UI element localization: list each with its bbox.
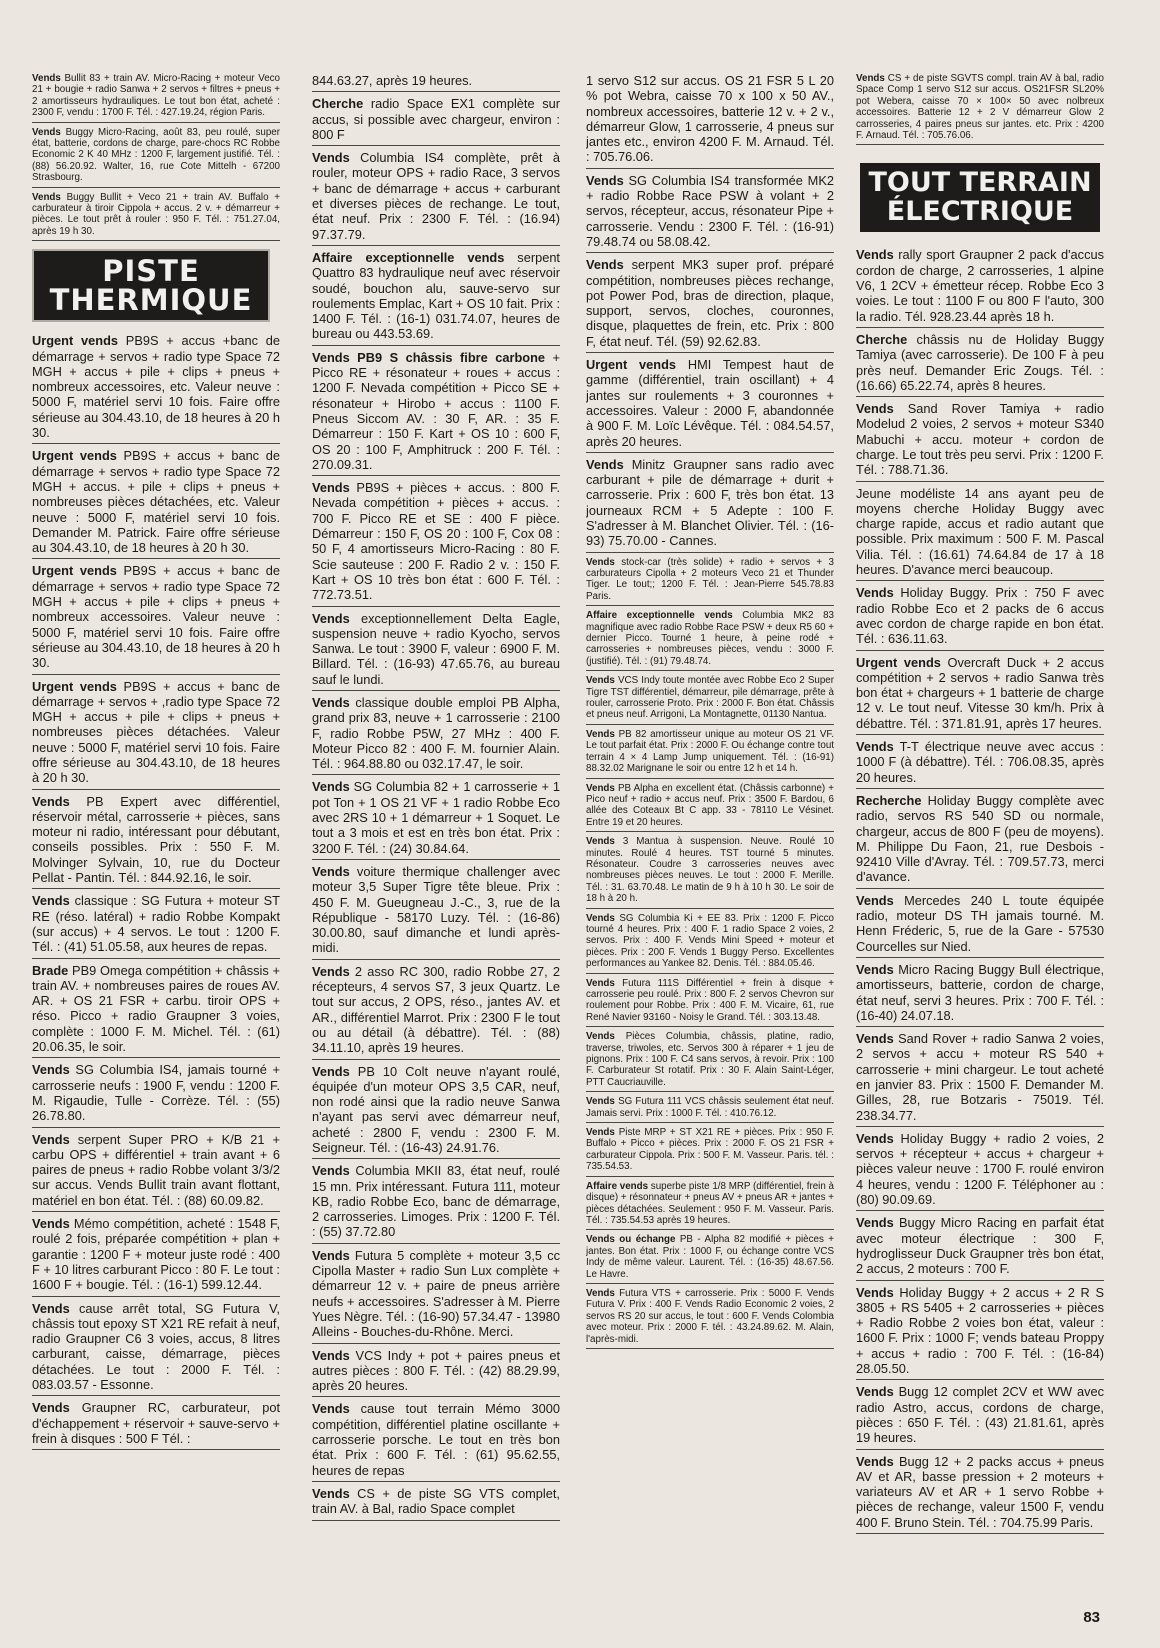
- classified-ad: [32, 332, 280, 444]
- classified-ad: [586, 556, 834, 607]
- ad-lead: Vends: [32, 1400, 70, 1416]
- classified-ad: [32, 962, 280, 1059]
- classified-ad: [312, 1247, 560, 1344]
- ad-text: Bugg 12 + 2 packs accus + pneus AV et AR, basse pression + 2 moteurs + variateurs AV et AR + 1 servo Robbe + pièces de rechange, valeur 1500 F, vendu 400 F. Bruno Stein. Tél. : 704.75.99 Paris.: [856, 1453, 1104, 1530]
- ad-lead: Affaire exceptionnelle vends: [312, 249, 505, 265]
- ad-text: exceptionnellement Delta Eagle, suspension neuve + radio Kyocho, servos Sanwa. Le tout : 3900 F, valeur : 6900 F. M. Billard. Tél. : (16-93) 47.65.76, au bureau sauf le lundi.: [312, 610, 560, 687]
- ad-text: 3 Mantua à suspension. Neuve. Roulé 10 minutes. Roulé 4 heures. TST tourné 5 minutes. Résonateur. Coudre 3 carrosseries neuves avec nombreuses pièces neuves. Le tout : 2000 F. Merille. Tél. : 31. 63.70.48. Le matin de 9 h à 10 h 30. Le soir de 18 h à 20 h.: [586, 836, 834, 905]
- ad-text: Holiday Buggy + 2 accus + 2 R S 3805 + RS 5405 + 2 carrosseries + pièces + Radio Robbe 2 voies bon état, valeur : 1600 F. Prix : 1000 F; vends bateau Proppy + accus + radio : 700 F. Tél. : (16-84) 28.05.50.: [856, 1284, 1104, 1377]
- classified-ad: [586, 456, 834, 553]
- ad-lead: Vends: [856, 1031, 894, 1047]
- classified-ad: [312, 249, 560, 346]
- classified-ad: [586, 1233, 834, 1284]
- classified-ad: [312, 1400, 560, 1481]
- ad-text: VCS Indy toute montée avec Robbe Eco 2 Super Tigre TST différentiel, démarreur, pile démarrage, prête à rouler, carrosserie Proto. Prix : 2000 F. Bon état. Châssis et pneus neuf. Arrigoni, La Montagnette, 01130 Nantua.: [586, 675, 834, 721]
- classified-ad: [856, 1030, 1104, 1127]
- ad-text: Columbia MKII 83, état neuf, roulé 15 mn. Prix intéressant. Futura 111, moteur KB, radio Robbe Eco, banc de démarrage, 2 carrosseries. Limoges. Prix : 1200 F. Tél. : (55) 37.72.80: [312, 1163, 560, 1240]
- ad-lead: Urgent vends: [32, 448, 117, 464]
- classified-ad: [32, 126, 280, 188]
- classified-ad: [312, 1162, 560, 1243]
- ad-text: CS + de piste SGVTS compl. train AV à bal, radio Space Comp 1 servo S12 sur accus. OS21FSR SL20% pot Webera, caisse 70 × 100× 50 avec nolbreux accessoires. Batterie 12 + 2 V démarreur Glow 2 carrosseries, 4 paires pneus sur jantes. etc. Prix : 4200 F. Arnaud. Tél. : 705.76.06.: [856, 73, 1104, 142]
- ad-text: PB9 Omega compétition + châssis + train AV. + nombreuses paires de roues AV. AR. + OS 21 FSR + carbu. tiroir OPS + réso. Picco + radio Graupner 3 voies, complète : 1000 F. M. Michel. Tél. : (61) 20.06.35, le soir.: [32, 962, 280, 1055]
- column-3: [586, 72, 834, 1594]
- ad-text: Buggy Micro Racing en parfait état avec moteur électrique : 300 F, hydroglisseur Duck Graupner très bon état, 2 accus, 2 moteurs : 700 F.: [856, 1215, 1104, 1277]
- banner-line: THERMIQUE: [49, 283, 253, 318]
- ad-text: Buggy Micro-Racing, août 83, peu roulé, super état, batterie, cordons de charge, pare-chocs RC Robbe Economic 2 K 40 MHz : 1200 F, largement justifié. Tél. : (88) 56.20.92. Walter, 16, rue Cote Mittelh - 67200 Strasbourg.: [32, 126, 280, 184]
- ad-lead: Vends: [856, 1384, 894, 1400]
- classified-ad: [32, 793, 280, 890]
- ad-text: Mercedes 240 L toute équipée radio, moteur DS TH jamais tourné. M. Henn Fréderic, 5, rue de la Gare - 57530 Courcelles sur Nied.: [856, 892, 1104, 954]
- classified-ad: [856, 331, 1104, 397]
- ad-text: Futura 5 complète + moteur 3,5 cc Cipolla Master + radio Sun Lux complète + démarreur 12 v. + paire de pneus arrière neufs + accessoires. S'adresser à M. Pierre Yues Nègre. Tél. : (16-90) 57.34.47 - 13980 Alleins - Bouches-du-Rhône. Merci.: [312, 1247, 560, 1340]
- ad-lead: Vends: [586, 782, 615, 794]
- ad-text: cause arrêt total, SG Futura V, châssis tout epoxy ST X21 RE refait à neuf, radio Graupner C6 3 voies, accus, 8 litres carburant, caisse, démarrage, pièces détachées. Le tout : 2000 F. Tél. : 083.03.57 - Essonne.: [32, 1300, 280, 1392]
- ad-lead: Vends: [312, 694, 350, 710]
- ad-text: 844.63.27, après 19 heures.: [312, 73, 473, 88]
- ad-text: PB Expert avec différentiel, réservoir métal, carrosserie + pièces, sans moteur ni radio, intéressant pour débutant, conseils possibles. Prix : 550 F. M. Molvinger Sylvain, 10, rue du Docteur Pellat - Pantin. Tél. : 844.92.16, le soir.: [32, 793, 280, 886]
- ad-lead: Vends PB9 S châssis fibre carbone: [312, 349, 546, 365]
- classified-ad: [586, 1030, 834, 1092]
- ad-text: VCS Indy + pot + paires pneus et autres pièces : 800 F. Tél. : (42) 88.29.99, après 20 heures.: [312, 1347, 560, 1394]
- ad-lead: Vends: [32, 126, 61, 138]
- classified-ad: [32, 892, 280, 958]
- ad-lead: Vends: [856, 401, 894, 417]
- ad-lead: Vends: [586, 728, 615, 740]
- ad-text: Columbia IS4 complète, prêt à rouler, moteur OPS + radio Race, 3 servos + banc de démarrage + accus + carburant et diverses pièces de rechange. Le tout, état neuf. Prix : 2300 F. Tél. : (16.94) 97.37.79.: [312, 150, 560, 242]
- classified-ad: [312, 95, 560, 146]
- ad-text: CS + de piste SG VTS complet, train AV. à Bal, radio Space complet: [312, 1485, 560, 1517]
- ad-lead: Vends: [586, 1287, 615, 1299]
- ad-text: classique double emploi PB Alpha, grand prix 83, neuve + 1 carrosserie : 2100 F, radio Robbe P5W, 27 MHz : 400 F. Moteur Picco 82 : 400 F. M. fournier Alain. Tél. : 964.88.80 ou 032.17.47, le soir.: [312, 694, 560, 772]
- banner-line: TOUT TERRAIN: [868, 167, 1092, 199]
- ad-lead: Vends: [312, 150, 350, 166]
- classified-ad: [32, 562, 280, 674]
- ad-lead: Vends: [856, 73, 885, 84]
- classified-ad: [32, 1215, 280, 1296]
- classified-ad: [856, 1214, 1104, 1280]
- ad-text: Buggy Bullit + Veco 21 + train AV. Buffalo + carburateur à tiroir Cippola + accus. 2 v. + démarreur + pièces. Le tout prêt à rouler : 950 F. Tél. : 751.27.04, après 19 h 30.: [32, 191, 280, 237]
- ad-text: + Picco RE + résonateur + roues + accus : 1200 F. Nevada compétition + Picco SE + résonateur + Hirobo + accus : 1100 F. Pneus Siccom AV. : 30 F, AR. : 35 F. Démarreur : 150 F. Kart + OS 10 : 600 F, OS 20 : 100 F, Amphitruck : 200 F. Tél. : 270.09.31.: [312, 349, 560, 472]
- classified-ad: [32, 72, 280, 123]
- classified-ad: [856, 1130, 1104, 1211]
- classified-ad: [32, 447, 280, 559]
- ad-lead: Vends: [32, 1300, 70, 1316]
- ad-lead: Urgent vends: [32, 333, 118, 349]
- classified-ad: [312, 863, 560, 960]
- ad-text: Micro Racing Buggy Bull électrique, amortisseurs, batterie, cordon de charge, état neuf, servi 3 heures. Prix : 700 F. Tél. : (16-40) 24.07.18.: [856, 961, 1104, 1023]
- page-number: 83: [1083, 1609, 1100, 1626]
- column-2: [312, 72, 560, 1594]
- ad-lead: Vends: [32, 1062, 70, 1078]
- column-1: [32, 72, 280, 1594]
- ads-list: [586, 72, 834, 1349]
- ads-list: [312, 72, 560, 1521]
- classified-ad: [586, 356, 834, 453]
- classified-ad: [312, 349, 560, 476]
- ad-lead: Vends: [32, 1216, 70, 1232]
- classified-ad: [856, 654, 1104, 735]
- ad-text: PB - Alpha 82 modifié + pièces + jantes. Bon état. Prix : 1000 F, ou échange contre VCS Indy de même valeur. Laurent. Tél. : (16-35) 48.67.56. Le Havre.: [586, 1234, 834, 1280]
- classified-ad: [32, 191, 280, 242]
- ad-text: Overcraft Duck + 2 accus compétition + 2 servos + radio Sanwa très bon état + chargeurs + 1 batterie de charge 12 v. Le tout neuf. Vitesse 30 km/h. Prix à débattre. Tél. : 371.81.91, après 17 heures.: [856, 654, 1104, 731]
- ad-text: 1 servo S12 sur accus. OS 21 FSR 5 L 20 % pot Webra, caisse 70 x 100 x 50 AV., nombreux accessoires, batterie 12 v. + 2 v., démarreur Glow, 1 carrosserie, 4 pneus sur jantes etc., environ 4200 F. M. Arnaud. Tél. : 705.76.06.: [586, 73, 834, 165]
- ad-text: PB9S + pièces + accus. : 800 F. Nevada compétition + pièces + accus. : 700 F. Picco RE et SE : 400 F pièce. Démarreur : 150 F, OS 20 : 100 F, Cox 08 : 50 F, 4 amortisseurs Micro-Racing : 80 F. Scie sauteuse : 200 F. Radio 2 v. : 150 F. Kart + OS 10 très bon état : 600 F. Tél. : 772.73.51.: [312, 480, 560, 603]
- ad-lead: Cherche: [856, 331, 908, 347]
- ad-lead: Vends: [856, 1130, 894, 1146]
- ad-lead: Vends: [32, 793, 70, 809]
- classified-ad: [32, 1131, 280, 1212]
- classified-ad: [586, 835, 834, 908]
- ad-text: SG Columbia 82 + 1 carrosserie + 1 pot Ton + 1 OS 21 VF + 1 radio Robbe Eco avec 2RS 10 + 1 démarreur + 1 Soquet. Le tout a 3 mois et est en très bon état. Prix : 3200 F. Tél. : (24) 30.84.64.: [312, 779, 560, 856]
- classified-ad: [312, 1063, 560, 1160]
- ad-lead: Vends: [586, 172, 624, 188]
- classified-ad: [312, 149, 560, 246]
- ad-text: radio Space EX1 complète sur accus, si possible avec chargeur, environ : 800 F: [312, 96, 560, 142]
- ad-text: Sand Rover + radio Sanwa 2 voies, 2 servos + accu + moteur RS 540 + carrosserie + mini chargeur. Le tout acheté en janvier 83. Prix : 1500 F. Demander M. Gilles, 28, rue Botzaris - 75019. Tél. 238.34.77.: [856, 1031, 1104, 1123]
- ad-lead: Vends: [586, 912, 615, 924]
- ad-text: châssis nu de Holiday Buggy Tamiya (avec carrosserie). De 100 F à peu près neuf. Demander Eric Zougs. Tél. : (16.66) 65.22.74, après 8 heures.: [856, 331, 1104, 393]
- ad-lead: Vends: [312, 1485, 350, 1501]
- classified-ad: [586, 977, 834, 1028]
- classified-ad: [312, 694, 560, 775]
- ad-lead: Vends ou échange: [586, 1234, 676, 1246]
- ad-text: T-T électrique neuve avec accus : 1000 F (à débattre). Tél. : 706.08.35, après 20 heures.: [856, 739, 1104, 785]
- ad-text: PB9S + accus + banc de démarrage + servos + ,radio type Space 72 MGH + accus + pile + clips + pneus + nombreuses pièces détachées. Valeur neuve : 5000 F, matériel servi 10 fois. Faire offre sérieuse au 304.43.10, de 18 heures à 20 h 30.: [32, 678, 280, 786]
- ad-text: PB Alpha en excellent état. (Châssis carbonne) + Pico neuf + radio + accus neuf. Prix : 3500 F. Bardou, 6 allée des Coteaux Bt C app. 33 - 78110 Le Vésinet. Entre 19 et 20 heures.: [586, 782, 834, 828]
- ad-text: SG Columbia IS4, jamais tourné + carrosserie neufs : 1900 F, vendu : 1200 F. M. Rigaudie, Tulle - Corrèze. Tél. : (55) 26.78.80.: [32, 1062, 280, 1124]
- classified-ad: [856, 1284, 1104, 1381]
- classified-ad: [586, 912, 834, 974]
- ad-lead: Vends: [856, 1284, 894, 1300]
- ad-lead: Vends: [586, 1031, 615, 1043]
- ad-text: SG Columbia IS4 transformée MK2 + radio Robbe Race PSW à volant + 2 servos, récepteur, accus, résonateur Pipe + carrosserie. Vendu : 2300 F. Tél. : (16-91) 79.48.74 ou 58.08.42.: [586, 172, 834, 249]
- classified-ad: [856, 246, 1104, 327]
- ad-lead: Vends: [312, 1347, 350, 1363]
- ad-lead: Vends: [312, 610, 350, 626]
- classified-ad: [32, 1061, 280, 1127]
- classified-ad: [856, 485, 1104, 582]
- classified-ad: [32, 1300, 280, 1397]
- ad-text: Mémo compétition, acheté : 1548 F, roulé 2 fois, préparée compétition + plan + garantie : 1200 F + moteur juste rodé : 400 F + 10 litres carburant Picco : 80 F. Le tout : 1600 F + bougie. Tél. : (16-1) 599.12.44.: [32, 1216, 280, 1293]
- ad-text: PB9S + accus +banc de démarrage + servos + radio type Space 72 MGH + accus + pile + clips + pneus + nombreux accessoires, etc. Valeur neuve : 5000 F, matériel servi 10 fois. Faire offre sérieuse au 304.43.10, de 18 heures à 20 h 30.: [32, 333, 280, 441]
- ad-lead: Vends: [856, 1453, 894, 1469]
- classified-ad: [586, 1287, 834, 1349]
- ads-list-top: [32, 72, 280, 241]
- ad-text: Bullit 83 + train AV. Micro-Racing + moteur Veco 21 + bougie + radio Sanwa + 2 servos + filtres + pneus + 2 amortisseurs hydrauliques. Le tout bon état, acheté : 2300 F, vendu : 1700 F. Tél. : 427.19.24, région Paris.: [32, 73, 280, 119]
- ad-lead: Vends: [586, 1096, 615, 1108]
- ad-lead: Urgent vends: [856, 654, 941, 670]
- ads-list-top: [856, 72, 1104, 145]
- ad-text: Holiday Buggy complète avec radio, servos RS 540 SD ou normale, chargeur, accus de 800 F (peu de moyens). M. Philippe Du Faon, 21, rue Desbois - 92410 Ville d'Avray. Tél. : 709.57.73, merci d'avance.: [856, 792, 1104, 885]
- ad-lead: Urgent vends: [586, 357, 677, 373]
- ad-lead: Cherche: [312, 96, 364, 112]
- classified-ad: [586, 256, 834, 353]
- ad-lead: Vends: [312, 480, 350, 496]
- banner-line: PISTE: [102, 254, 200, 289]
- ad-lead: Vends: [32, 893, 70, 909]
- classified-ad: [312, 963, 560, 1060]
- classified-ad: [32, 678, 280, 790]
- ad-text: superbe piste 1/8 MRP (différentiel, frein à disque) + résonnateur + pneus AV + pneus AR + jantes + pièces détachées. Seulement : 950 F. M. Vasseur. Paris. Tél. : 735.54.53 après 19 heures.: [586, 1180, 834, 1226]
- ad-text: Sand Rover Tamiya + radio Modelud 2 voies, 2 servos + moteur S340 Mabuchi + accu. moteur + cordon de charge. Le tout très peu servi. Prix : 1200 F. Tél. : 788.71.36.: [856, 401, 1104, 478]
- ads-list: [32, 332, 280, 1450]
- ad-text: PB9S + accus + banc de démarrage + servos + radio type Space 72 MGH + accus + pile + clips + pneus + nombreux accessoires. Valeur neuve : 5000 F, matériel servi 10 fois. Faire offre sérieuse au 304.43.10, de 18 heures à 20 h 30.: [32, 563, 280, 671]
- ad-lead: Vends: [312, 779, 350, 795]
- classified-ad: [312, 1347, 560, 1398]
- section-banner-tout-terrain-electrique: [860, 163, 1100, 232]
- ad-text: SG Futura 111 VCS châssis seulement état neuf. Jamais servi. Prix : 1000 F. Tél. : 410.76.12.: [586, 1096, 834, 1119]
- classified-ad: [856, 72, 1104, 145]
- ads-list: [856, 246, 1104, 1534]
- banner-line: ÉLECTRIQUE: [886, 196, 1074, 228]
- classified-ad: [312, 610, 560, 691]
- ad-text: Jeune modéliste 14 ans ayant peu de moyens cherche Holiday Buggy avec charge rapide, accus et radio autant que possible. Prix maximum : 500 F. M. Pascal Vilia. Tél. : (16.61) 74.64.84 de 17 à 18 heures. D'avance merci beaucoup.: [856, 485, 1104, 578]
- classified-ad: [586, 728, 834, 779]
- ad-text: cause tout terrain Mémo 3000 compétition, différentiel platine oscillante + carrosserie porsche. Le tout en très bon état. Prix : 600 F. Tél. : (61) 95.62.55, heures de repas: [312, 1401, 560, 1478]
- classified-ad: [312, 1485, 560, 1521]
- ad-lead: Urgent vends: [32, 563, 117, 579]
- ad-text: serpent Quattro 83 hydraulique neuf avec réservoir soudé, bouchon alu, sauve-servo sur roulements Emplac, Kart + OS 10 fait. Prix : 1400 F. Tél. : (16-1) 031.74.07, heures de bureau ou 443.53.69.: [312, 249, 560, 342]
- classified-ad: [312, 479, 560, 606]
- classified-ad: [856, 892, 1104, 958]
- ad-text: Futura 111S Différentiel + frein à disque + carrosserie peu roulé. Prix : 800 F. 2 servos Chevron sur roulement pour Robbe. Prix : 400 F. M. Vicaire, 61, rue René Navier 93160 - Noisy le Grand. Tél. : 303.13.48.: [586, 977, 834, 1023]
- ad-lead: Brade: [32, 962, 69, 978]
- ad-lead: Vends: [856, 585, 894, 601]
- classified-ad: [586, 782, 834, 833]
- ad-lead: Vends: [312, 1163, 350, 1179]
- classified-ad: [586, 1180, 834, 1231]
- classified-ad: [856, 584, 1104, 650]
- ad-text: PB 82 amortisseur unique au moteur OS 21 VF. Le tout parfait état. Prix : 2000 F. Ou échange contre tout terrain 4 × 4 Lamp Jump uniquement. Tél. : (16-91) 88.32.02 Marignane le soir ou entre 12 h et 14 h.: [586, 728, 834, 775]
- classified-ad: [856, 792, 1104, 889]
- ad-text: classique : SG Futura + moteur ST RE (réso. latéral) + radio Robbe Kompakt (sur accus) + 4 servos. Le tout : 1200 F. Tél. : (41) 51.05.58, aux heures de repas.: [32, 893, 280, 955]
- ad-lead: Vends: [856, 961, 894, 977]
- ad-lead: Affaire exceptionnelle vends: [586, 610, 733, 622]
- ad-lead: Vends: [586, 836, 615, 848]
- ad-lead: Vends: [312, 863, 350, 879]
- classified-ad: [586, 1095, 834, 1123]
- ad-lead: Vends: [32, 1131, 70, 1147]
- ad-lead: Vends: [586, 257, 624, 273]
- ad-lead: Vends: [586, 675, 615, 687]
- ad-text: Piste MRP + ST X21 RE + pièces. Prix : 950 F. Buffalo + Picco + pièces. Prix : 2000 F. OS 21 FSR + carburateur Cippola. Prix : 500 F. M. Vasseur. Paris. tél. : 735.54.53.: [586, 1127, 834, 1173]
- ad-lead: Vends: [312, 963, 350, 979]
- ad-lead: Vends: [856, 1215, 894, 1231]
- ad-text: 2 asso RC 300, radio Robbe 27, 2 récepteurs, 4 servos S7, 3 jeux Quartz. Le tout sur accus, 2 OPS, réso., jantes AV. et AR., différentiel Marrot. Prix : 2300 F le tout ou au détail (à débattre). Tél. : (88) 34.11.10, après 19 heures.: [312, 963, 560, 1056]
- ad-lead: Vends: [312, 1247, 350, 1263]
- ad-lead: Vends: [586, 456, 624, 472]
- classified-ad: [586, 674, 834, 725]
- ad-text: voiture thermique challenger avec moteur 3,5 Super Tigre tête bleue. Prix : 450 F. M. Gueugneau J.-C., 3, rue de la République - 58170 Luzy. Tél. : (16-86) 30.00.80, sauf dimanche et lundi après-midi.: [312, 863, 560, 956]
- ad-text: Bugg 12 complet 2CV et WW avec radio Astro, accus, cordons de charge, pièces : 650 F. Tél. : (43) 21.81.61, après 19 heures.: [856, 1384, 1104, 1446]
- classified-ad: [856, 738, 1104, 789]
- ad-text: serpent MK3 super prof. préparé compétition, nombreuses pièces rechange, pot Power Pod, bras de direction, plaque, support, servos, cloches, couronnes, disque, plaquettes de frein, etc. Prix : 800 F, état neuf. Tél. (59) 92.62.83.: [586, 257, 834, 349]
- ad-text: Pièces Columbia, châssis, platine, radio, traverse, triwoles, etc. Servos 300 à réparer + 1 jeu de pignons. Prix : 100 F. C4 sans servos, à revoir. Prix : 100 F. Carburateur St rotatif. Prix : 30 F. Alain Saint-Léger, PTT Caucriauville.: [586, 1031, 834, 1088]
- ad-lead: Vends: [312, 1401, 350, 1417]
- ad-text: Graupner RC, carburateur, pot d'échappement + réservoir + sauve-servo + frein à disques : 500 F Tél. :: [32, 1400, 280, 1446]
- ad-lead: Vends: [312, 1063, 350, 1079]
- ad-text: HMI Tempest haut de gamme (différentiel, train oscillant) + 4 jantes sur roulements + 3 couronnes + accessoires. Valeur : 2000 F, abandonnée à 900 F. M. Loïc Lévêque. Tél. : 084.54.57, après 20 heures.: [586, 357, 834, 449]
- classified-ad: [586, 1126, 834, 1177]
- ad-text: PB 10 Colt neuve n'ayant roulé, équipée d'un moteur OPS 3,5 CAR, neuf, non rodé ainsi que la radio neuve Sanwa n'ayant pas servi avec démarreur neuf, acheté : 2800 F, vendu : 2300 F. M. Seigneur. Tél. : (16-43) 24.91.76.: [312, 1063, 560, 1155]
- classified-ad: [32, 1399, 280, 1450]
- ad-lead: Vends: [586, 1127, 615, 1139]
- classified-ad: [856, 1383, 1104, 1449]
- ad-lead: Vends: [586, 556, 615, 568]
- classified-ad: [856, 961, 1104, 1027]
- ad-text: Futura VTS + carrosserie. Prix : 5000 F. Vends Futura V. Prix : 400 F. Vends Radio Economic 2 voies, 2 servos RS 20 sur accus, le tout : 600 F. Vends Colombia avec moteur. Prix : 2000 F. tél. : 43.24.89.62. M. Alain, l'après-midi.: [586, 1287, 834, 1345]
- ad-lead: Vends: [586, 977, 615, 989]
- ad-lead: Vends: [856, 892, 894, 908]
- ad-lead: Vends: [32, 191, 61, 203]
- ad-lead: Vends: [856, 739, 894, 755]
- section-banner-piste-thermique: [32, 249, 270, 322]
- ad-text: Holiday Buggy. Prix : 750 F avec radio Robbe Eco et 2 packs de 6 accus avec cordon de charge rapide en bon état. Tél. : 636.11.63.: [856, 585, 1104, 647]
- classified-ad: [856, 400, 1104, 481]
- classified-ad: [586, 172, 834, 253]
- ad-text: Holiday Buggy + radio 2 voies, 2 servos + récepteur + accus + chargeur + pièces valeur neuve : 1700 F. roulé environ 4 heures, vendu : 1200 F. Téléphoner au : (80) 90.09.69.: [856, 1130, 1104, 1208]
- classified-ad: [586, 609, 834, 671]
- classified-ad: [586, 72, 834, 169]
- ad-text: rally sport Graupner 2 pack d'accus cordon de charge, 2 carrosseries, 1 alpine V6, 1 2CV + émetteur récep. Robbe Eco 3 voies. Le tout : 1100 F ou 800 F l'auto, 300 la radio. Tél. 928.23.44 après 18 h.: [856, 247, 1104, 324]
- ad-text: stock-car (très solide) + radio + servos + 3 carburateurs Cipolla + 2 moteurs Veco 21 et Thunder Tiger. Le tout;; 1200 F. Tél. : Jean-Pierre 545.78.83 Paris.: [586, 556, 834, 602]
- ad-lead: Urgent vends: [32, 678, 117, 694]
- ad-text: SG Columbia Ki + EE 83. Prix : 1200 F. Picco tourné 4 heures. Prix : 400 F. 1 radio Space 2 voies, 2 servos. Prix : 400 F. Vends Mini Speed + moteur et pièces. Prix : 200 F. Vends 1 Buggy Perso. Excellentes performances au Yankee 82. Denis. Tél. : 884.05.46.: [586, 912, 834, 970]
- ad-text: PB9S + accus + banc de démarrage + servos + radio type Space 72 MGH + accus. + pile + clips + pneus + nombreuses pièces détachées, etc. Valeur neuve : 5000 F, matériel servi 10 fois. Demander M. Patrick. Faire offre sérieuse au 304.43.10, de 18 heures à 20 h 30.: [32, 448, 280, 556]
- column-4: [856, 72, 1104, 1594]
- ad-lead: Recherche: [856, 792, 922, 808]
- ad-text: serpent Super PRO + K/B 21 + carbu OPS + différentiel + train avant + 6 paires de pneus + radio Robbe volant 3/3/2 sur accus. Vends Bullit train avant flottant, matériel en bon état. Tél. : (88) 60.09.82.: [32, 1131, 280, 1208]
- classified-ad: [312, 778, 560, 859]
- ad-lead: Vends: [856, 247, 894, 263]
- ad-text: Columbia MK2 83 magnifique avec radio Robbe Race PSW + deux R5 60 + dernier Picco. Tourné 1 heure, à peine rodé + carrosseries + nombreuses pièces, vendu : 3000 F. (justifié). Tél. : (91) 79.48.74.: [586, 610, 834, 667]
- ad-lead: Vends: [32, 73, 61, 84]
- ad-lead: Affaire vends: [586, 1180, 649, 1192]
- classified-ad: [856, 1453, 1104, 1534]
- classified-ad: [312, 72, 560, 92]
- ad-text: Minitz Graupner sans radio avec carburant + pile de démarrage + durit + carrosserie. Prix : 600 F, très bon état. 13 journeaux RCM + 5 Adepte : 100 F. S'adresser à M. Blanchet Olivier. Tél. : (16-93) 75.70.00 - Cannes.: [586, 456, 834, 549]
